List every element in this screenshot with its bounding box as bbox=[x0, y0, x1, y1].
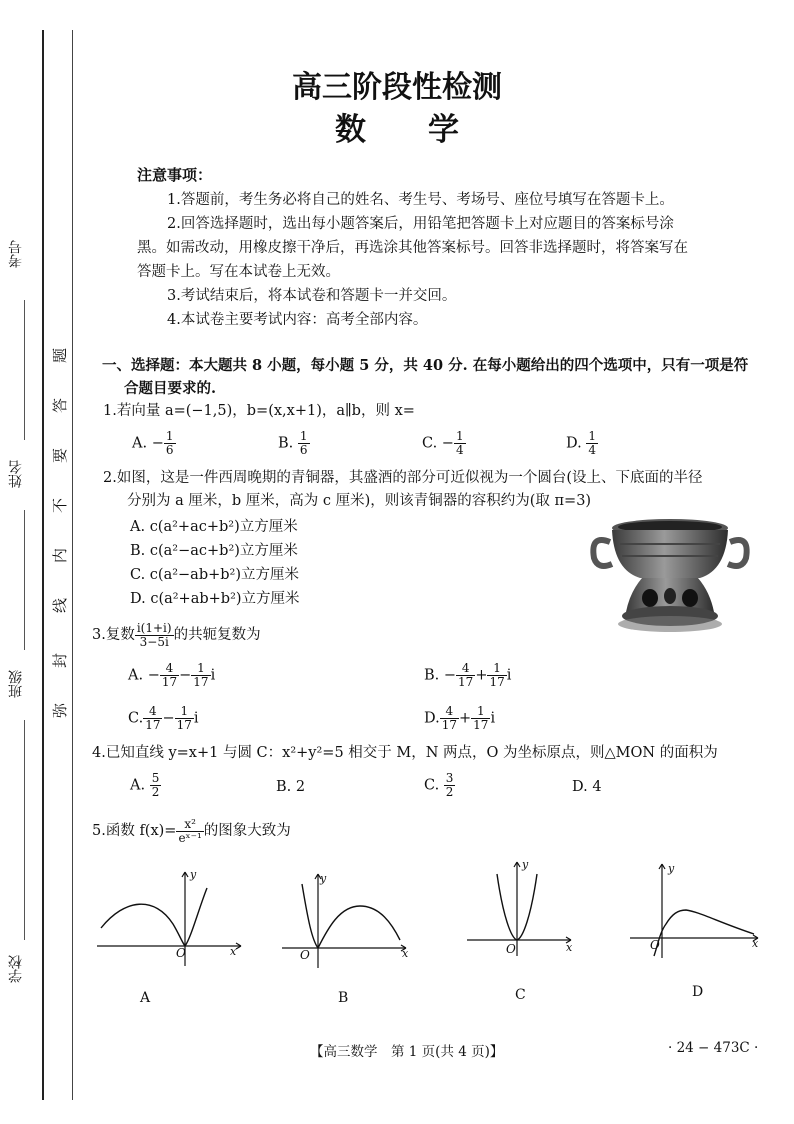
graph-d bbox=[628, 860, 763, 960]
q3-option-c: C. $\frac{4}{17}$ − $\frac{1}{17}$ i bbox=[128, 704, 199, 732]
graph-c-label: C bbox=[515, 987, 526, 1003]
notes-heading: 注意事项： bbox=[137, 166, 213, 184]
graph-b-y-label: y bbox=[320, 872, 327, 885]
section-heading-cont: 合题目要求的. bbox=[124, 380, 217, 397]
graph-b-x-label: x bbox=[402, 947, 409, 960]
q2-stem: 2.如图，这是一件西周晚期的青铜器，其盛酒的部分可近似视为一个圆台(设上、下底面的半径 bbox=[103, 470, 703, 486]
q1-option-b: B. $\frac{1}{6}$ bbox=[278, 429, 308, 457]
name-label: 姓名 bbox=[8, 460, 24, 488]
subject-title: 数 学 bbox=[335, 112, 459, 148]
seal-char: 线 bbox=[51, 597, 70, 614]
seal-char: 内 bbox=[51, 547, 70, 564]
binding-line-inner bbox=[72, 30, 73, 1100]
graph-d-y-label: y bbox=[668, 862, 675, 875]
exam-no-label: 考号 bbox=[8, 240, 24, 268]
exam-code: · 24 − 473C · bbox=[668, 1040, 759, 1056]
graph-c-y-label: y bbox=[522, 858, 529, 871]
note-item: 2.回答选择题时，选出每小题答案后，用铅笔把答题卡上对应题目的答案标号涂 bbox=[167, 216, 674, 232]
graph-c-x-label: x bbox=[566, 941, 573, 954]
seal-char: 不 bbox=[51, 497, 70, 514]
class-blank bbox=[24, 720, 25, 940]
graph-d-origin: O bbox=[650, 938, 660, 952]
exam-no-blank bbox=[24, 300, 25, 440]
graph-c-origin: O bbox=[506, 942, 516, 956]
graph-a-origin: O bbox=[176, 946, 186, 960]
seal-char: 答 bbox=[51, 397, 70, 414]
school-label: 学校 bbox=[8, 955, 24, 983]
q4-option-b: B. 2 bbox=[276, 779, 306, 795]
graph-a bbox=[95, 868, 245, 968]
q2-stem-cont: 分别为 a 厘米，b 厘米，高为 c 厘米)，则该青铜器的容积约为(取 π=3) bbox=[127, 493, 592, 509]
graph-a-y-label: y bbox=[190, 868, 197, 881]
binding-line-outer bbox=[42, 30, 44, 1100]
q5-stem: 5.函数 f(x)= $\frac{\text{x²}}{\text{eˣ⁻¹}}$ 的图象大致为 bbox=[92, 816, 291, 845]
q2-option-d: D. c(a²+ab+b²)立方厘米 bbox=[130, 591, 300, 607]
q1-option-d: D. $\frac{1}{4}$ bbox=[566, 429, 596, 457]
note-item: 4.本试卷主要考试内容：高考全部内容。 bbox=[167, 312, 428, 328]
graph-c bbox=[465, 858, 575, 958]
q2-option-b: B. c(a²−ac+b²)立方厘米 bbox=[130, 543, 298, 559]
q4-option-a: A. $\frac{5}{2}$ bbox=[130, 771, 160, 799]
graph-b-label: B bbox=[338, 990, 349, 1006]
graph-a-label: A bbox=[140, 990, 151, 1006]
q3-option-a: A. − $\frac{4}{17}$ − $\frac{1}{17}$ i bbox=[128, 661, 216, 689]
q4-option-c: C. $\frac{3}{2}$ bbox=[424, 771, 454, 799]
q3-option-b: B. − $\frac{4}{17}$ + $\frac{1}{17}$ i bbox=[424, 661, 512, 689]
q1-option-a: A. − $\frac{1}{6}$ bbox=[132, 429, 174, 457]
q3-option-d: D. $\frac{4}{17}$ + $\frac{1}{17}$ i bbox=[424, 704, 496, 732]
q1-stem: 1.若向量 a=(−1,5)，b=(x,x+1)，a∥b，则 x= bbox=[103, 403, 415, 419]
q2-option-a: A. c(a²+ac+b²)立方厘米 bbox=[130, 519, 298, 535]
note-item: 1.答题前，考生务必将自己的姓名、考生号、考场号、座位号填写在答题卡上。 bbox=[167, 192, 674, 208]
q4-stem: 4.已知直线 y=x+1 与圆 C：x²+y²=5 相交于 M，N 两点，O 为坐标原点，则△MON 的面积为 bbox=[92, 745, 718, 761]
seal-char: 要 bbox=[51, 447, 70, 464]
exam-title: 高三阶段性检测 bbox=[292, 70, 502, 105]
note-item: 3.考试结束后，将本试卷和答题卡一并交回。 bbox=[167, 288, 457, 304]
seal-char: 封 bbox=[51, 652, 70, 669]
graph-d-x-label: x bbox=[752, 937, 759, 950]
q4-option-d: D. 4 bbox=[572, 779, 602, 795]
name-blank bbox=[24, 510, 25, 650]
class-label: 班级 bbox=[8, 670, 24, 698]
q1-option-c: C. − $\frac{1}{4}$ bbox=[422, 429, 464, 457]
graph-b-origin: O bbox=[300, 948, 310, 962]
note-item: 答题卡上。写在本试卷上无效。 bbox=[137, 264, 340, 280]
q2-option-c: C. c(a²−ab+b²)立方厘米 bbox=[130, 567, 300, 583]
page-footer: 【高三数学 第 1 页(共 4 页)】 bbox=[310, 1044, 504, 1060]
bronze-vessel-image bbox=[580, 512, 760, 637]
graph-a-x-label: x bbox=[230, 945, 237, 958]
section-heading: 一、选择题：本大题共 8 小题，每小题 5 分，共 40 分. 在每小题给出的四个选项中，只有一项是符 bbox=[102, 357, 749, 374]
q3-stem: 3.复数 $\frac{i(1+i)}{3-5i}$ 的共轭复数为 bbox=[92, 620, 261, 649]
seal-char: 弥 bbox=[51, 702, 70, 719]
graph-d-label: D bbox=[692, 984, 704, 1000]
seal-char: 题 bbox=[51, 347, 70, 364]
note-item: 黑。如需改动，用橡皮擦干净后，再选涂其他答案标号。回答非选择题时，将答案写在 bbox=[137, 240, 688, 256]
